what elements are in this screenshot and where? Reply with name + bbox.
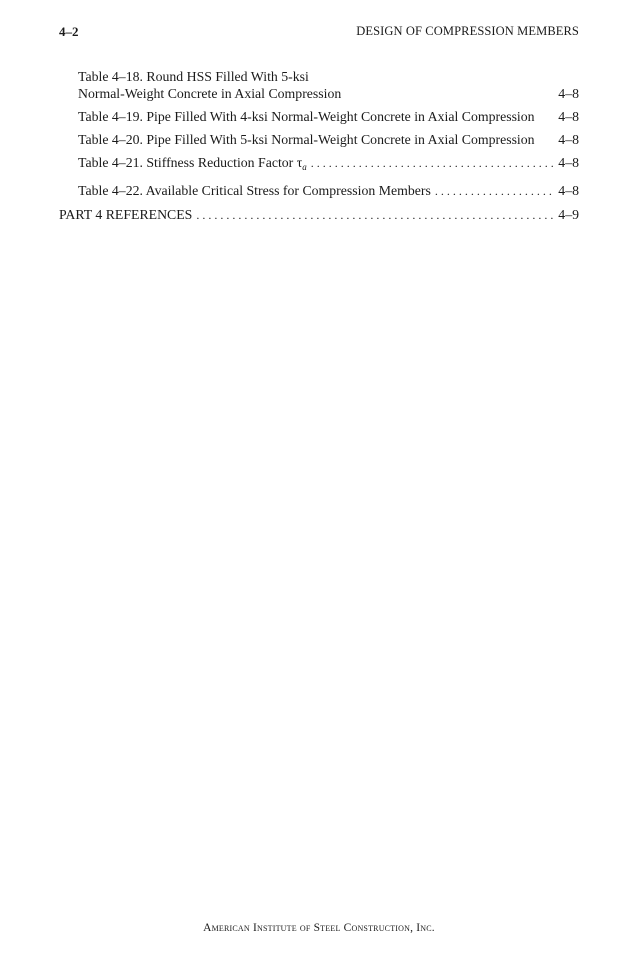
leader-dots: [311, 155, 553, 172]
toc-entry-title-line1: Table 4–18. Round HSS Filled With 5-ksi: [78, 69, 309, 84]
toc-entry-table-4-20[interactable]: [59, 131, 579, 148]
toc-entry-page: 4–9: [558, 207, 579, 222]
toc-entry-page: 4–8: [558, 109, 579, 124]
toc-entry-references[interactable]: [59, 206, 579, 224]
toc-entry-page: 4–8: [558, 132, 579, 147]
table-of-contents: [59, 68, 579, 230]
toc-entry-title: Table 4–19. Pipe Filled With 4-ksi Normal-Weight Concrete in Axial Compression: [78, 109, 535, 124]
toc-entry-table-4-19[interactable]: [59, 108, 579, 125]
toc-entry-title: [78, 154, 307, 176]
toc-entry-table-4-22[interactable]: [59, 182, 579, 200]
toc-entry-title: Table 4–20. Pipe Filled With 5-ksi Normal-Weight Concrete in Axial Compression: [78, 132, 535, 147]
running-head: DESIGN OF COMPRESSION MEMBERS: [356, 24, 579, 38]
leader-dots: [435, 183, 553, 200]
leader-dots: [196, 207, 553, 224]
toc-entry-page: 4–8: [558, 155, 579, 170]
toc-entry-page: 4–8: [558, 86, 579, 101]
toc-entry-title-text: Table 4–21. Stiffness Reduction Factor τ: [78, 155, 303, 170]
page-number: 4–2: [59, 24, 79, 39]
toc-entry-title: Table 4–22. Available Critical Stress for Compression Members: [78, 183, 431, 198]
tau-subscript: a: [302, 162, 307, 172]
toc-entry-table-4-21[interactable]: [59, 154, 579, 176]
toc-entry-title-line2: Normal-Weight Concrete in Axial Compression: [78, 86, 342, 101]
toc-entry-title: PART 4 REFERENCES: [59, 207, 193, 222]
toc-entry-table-4-18[interactable]: [59, 68, 579, 102]
toc-entry-page: 4–8: [558, 183, 579, 198]
publisher-footer: American Institute of Steel Construction, Inc.: [203, 922, 435, 934]
